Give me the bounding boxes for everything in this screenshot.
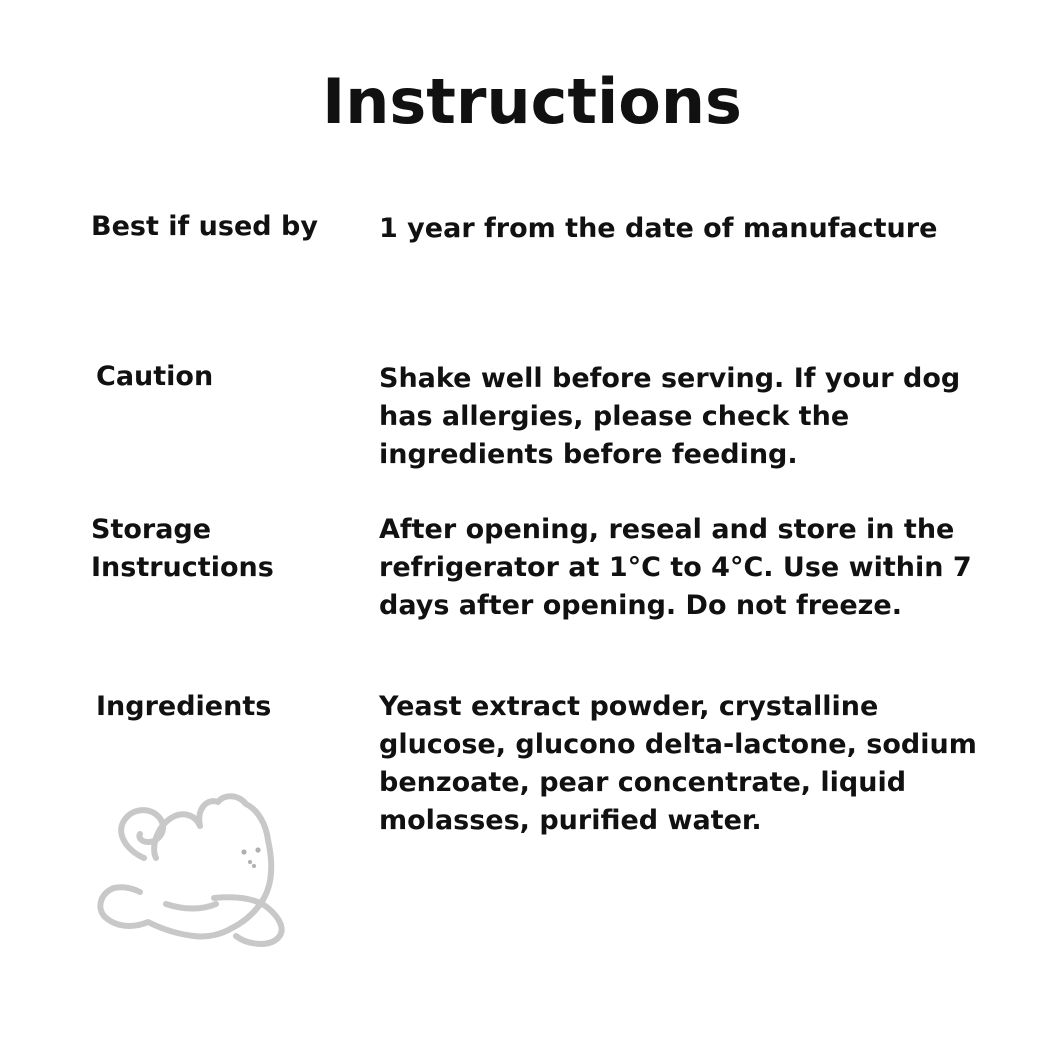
best-if-used-by-label: Best if used by <box>91 211 318 242</box>
storage-value: After opening, reseal and store in the refrigerator at 1°C to 4°C. Use within 7 days after opening. Do not freeze. <box>379 514 972 621</box>
storage-label <box>91 511 291 587</box>
dog-mascot-icon <box>96 788 298 950</box>
caution-label: Caution <box>96 361 214 392</box>
storage-label-text: Storage Instructions <box>91 514 274 583</box>
page-title: Instructions <box>322 65 742 138</box>
caution-value: Shake well before serving. If your dog has allergies, please check the ingredients before feeding. <box>379 363 961 470</box>
ingredients-value: Yeast extract powder, crystalline glucose, glucono delta-lactone, sodium benzoate, pear concentrate, liquid molasses, purified water. <box>379 691 977 836</box>
best-if-used-by-value: 1 year from the date of manufacture <box>379 213 938 244</box>
ingredients-label: Ingredients <box>96 691 272 722</box>
